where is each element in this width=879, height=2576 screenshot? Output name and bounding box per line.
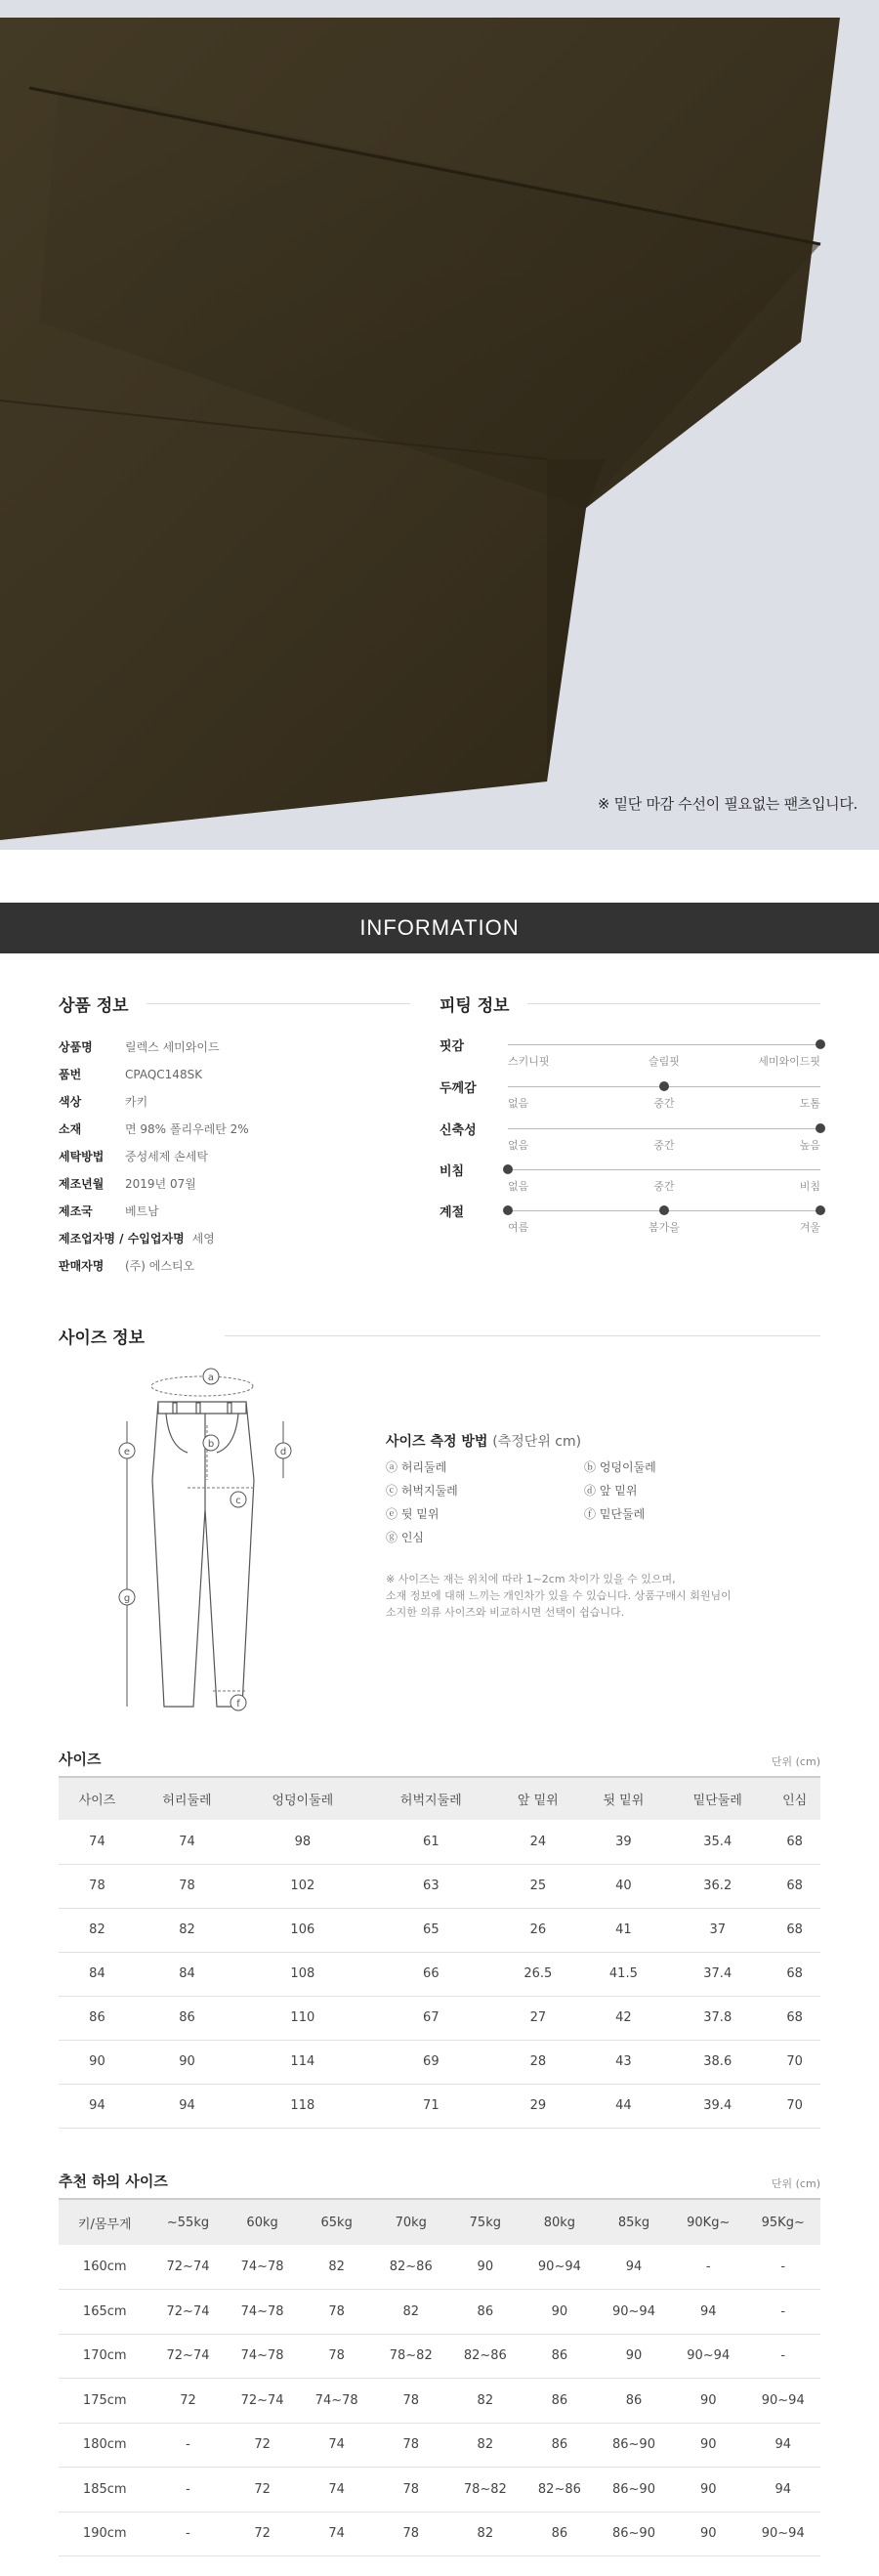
size-note: ※ 사이즈는 재는 위치에 따라 1~2cm 차이가 있을 수 있으며, 소재 정보에 대해 느끼는 개인차가 있을 수 있습니다. 상품구매시 회원님이 소지한 의류 사이즈와 비교하시면 선택이 쉽습니다. [386,1573,732,1619]
fitting-info-title: 피팅 정보 [440,996,510,1016]
table-row [59,2468,820,2513]
howto-item: ⓓ 앞 밑위 [584,1484,638,1498]
table-cell: 41 [581,1908,667,1952]
table-cell: 27 [495,1996,581,2040]
product-info-row [59,1065,202,1084]
fitting-label: 두께감 [440,1081,477,1096]
table-cell: 68 [769,1908,820,1952]
table-cell: 82~86 [523,2468,597,2513]
table-cell: 44 [581,2084,667,2128]
table-header-cell: 95Kg~ [745,2199,820,2245]
table-cell: 38.6 [666,2040,769,2084]
fitting-label: 비침 [440,1164,465,1179]
table-cell: 28 [495,2040,581,2084]
table-cell: 74~78 [226,2290,300,2335]
table-cell: 86 [597,2379,671,2424]
table-cell: 185cm [59,2468,150,2513]
table-cell: 35.4 [666,1820,769,1864]
table-row [59,1864,820,1908]
product-info-key: 색상 [59,1095,82,1109]
product-info-rule [146,1003,410,1004]
table-cell: 90 [136,2040,238,2084]
table-cell: 68 [769,1820,820,1864]
table-cell: 86 [448,2290,523,2335]
product-info-value: 카키 [125,1095,148,1109]
table-row [59,1820,820,1864]
table-cell: 68 [769,1864,820,1908]
fitting-marker-dot [503,1164,513,1174]
table-cell: 39.4 [666,2084,769,2128]
table-cell: 70 [769,2084,820,2128]
table-cell: 37 [666,1908,769,1952]
table-cell: 74 [300,2468,374,2513]
table-header-cell: 인심 [769,1777,820,1820]
table-row [59,1952,820,1996]
fitting-option-label: 중간 [653,1097,675,1110]
fitting-marker-dot [816,1039,825,1049]
table-cell: 86 [59,1996,136,2040]
table-row [59,2040,820,2084]
table-header-cell: 엉덩이둘레 [238,1777,366,1820]
table-cell: 41.5 [581,1952,667,1996]
table-cell: 98 [238,1820,366,1864]
table-cell: 86 [523,2334,597,2379]
table-cell: 72 [226,2468,300,2513]
table-cell: 118 [238,2084,366,2128]
product-info-key: 제조업자명 / 수입업자명 [59,1232,185,1246]
table-cell: 69 [367,2040,495,2084]
fitting-option-label: 봄가을 [649,1221,680,1234]
table-header-cell: 65kg [300,2199,374,2245]
product-info-key: 소재 [59,1122,82,1136]
table-cell: 86~90 [597,2423,671,2468]
fitting-option-label: 중간 [653,1139,675,1152]
product-info-value: 릴렉스 세미와이드 [125,1040,220,1054]
table-cell: 74 [136,1820,238,1864]
product-photo [0,0,879,850]
product-info-row [59,1229,215,1248]
table-row [59,2334,820,2379]
marker-c: c [235,1496,241,1506]
table-cell: 25 [495,1864,581,1908]
table-cell: - [745,2245,820,2290]
table-header-cell: 90Kg~ [671,2199,745,2245]
table-cell: 94 [597,2245,671,2290]
table-cell: 78 [374,2468,448,2513]
howto-title: 사이즈 측정 방법 (측정단위 cm) [386,1434,582,1450]
table-cell: 90 [597,2334,671,2379]
product-info-row [59,1092,147,1112]
recommend-table-unit: 단위 (cm) [771,2177,820,2190]
table-cell: - [745,2334,820,2379]
table-cell: 65 [367,1908,495,1952]
fitting-label: 핏감 [440,1039,465,1054]
table-cell: 78 [374,2423,448,2468]
table-cell: 170cm [59,2334,150,2379]
size-info-rule [225,1335,820,1336]
table-cell: 180cm [59,2423,150,2468]
table-cell: 102 [238,1864,366,1908]
table-cell: 78~82 [448,2468,523,2513]
table-cell: 66 [367,1952,495,1996]
table-cell: 78 [374,2379,448,2424]
table-cell: 110 [238,1996,366,2040]
table-header-cell: 60kg [226,2199,300,2245]
table-cell: 90~94 [597,2290,671,2335]
table-header-cell: 85kg [597,2199,671,2245]
table-cell: 86~90 [597,2512,671,2556]
table-cell: 86~90 [597,2468,671,2513]
product-info-row [59,1119,249,1139]
table-cell: 90 [671,2512,745,2556]
table-cell: 70 [769,2040,820,2084]
fitting-marker-dot [659,1081,669,1091]
table-cell: 26 [495,1908,581,1952]
fitting-marker-dot [503,1205,513,1215]
table-cell: 94 [59,2084,136,2128]
fitting-option-label: 도톰 [799,1097,820,1110]
table-cell: 78~82 [374,2334,448,2379]
marker-g: g [123,1593,131,1604]
table-row [59,2245,820,2290]
table-header-cell: 허리둘레 [136,1777,238,1820]
table-header-cell: ~55kg [150,2199,225,2245]
product-info-title: 상품 정보 [59,996,129,1016]
table-cell: 82 [136,1908,238,1952]
fitting-option-label: 스키니핏 [508,1055,550,1068]
table-cell: 74~78 [300,2379,374,2424]
table-cell: 94 [136,2084,238,2128]
information-bar: INFORMATION [0,903,879,953]
table-cell: - [150,2512,225,2556]
table-cell: 94 [671,2290,745,2335]
table-cell: 72~74 [150,2334,225,2379]
howto-item: ⓕ 밑단둘레 [584,1507,646,1521]
size-table-unit: 단위 (cm) [771,1755,820,1768]
table-cell: 74~78 [226,2334,300,2379]
marker-d: d [279,1447,287,1457]
product-info-key: 상품명 [59,1040,93,1054]
table-cell: 82 [448,2423,523,2468]
product-info-value: 2019년 07월 [125,1177,196,1191]
table-cell: 68 [769,1952,820,1996]
product-info-value: 면 98% 폴리우레탄 2% [125,1122,249,1136]
table-cell: 29 [495,2084,581,2128]
table-cell: 78 [374,2512,448,2556]
marker-e: e [123,1447,131,1457]
table-cell: - [745,2290,820,2335]
table-cell: 82 [300,2245,374,2290]
fitting-option-label: 없음 [508,1180,529,1193]
table-cell: 37.8 [666,1996,769,2040]
fitting-option-label: 없음 [508,1097,529,1110]
table-cell: 37.4 [666,1952,769,1996]
product-info-value: 베트남 [125,1204,159,1218]
product-info-key: 세탁방법 [59,1150,105,1163]
table-cell: 86 [523,2379,597,2424]
table-cell: 90~94 [745,2512,820,2556]
fitting-scale-line [508,1044,820,1045]
table-header-cell: 앞 밑위 [495,1777,581,1820]
size-table [59,1776,820,2129]
fitting-option-label: 중간 [653,1180,675,1193]
product-info-value: (주) 에스티오 [125,1259,195,1273]
table-cell: 42 [581,1996,667,2040]
table-cell: 24 [495,1820,581,1864]
table-cell: 82~86 [448,2334,523,2379]
table-cell: 90 [59,2040,136,2084]
table-cell: 36.2 [666,1864,769,1908]
table-cell: 94 [745,2423,820,2468]
table-cell: 78 [300,2290,374,2335]
table-cell: 74~78 [226,2245,300,2290]
table-row [59,2379,820,2424]
table-header-cell: 70kg [374,2199,448,2245]
table-cell: 72 [226,2512,300,2556]
table-cell: 72~74 [226,2379,300,2424]
table-cell: 86 [136,1996,238,2040]
product-info-value: 세영 [191,1232,215,1246]
table-cell: 72~74 [150,2245,225,2290]
size-info-title: 사이즈 정보 [59,1329,146,1348]
howto-item: ⓑ 엉덩이둘레 [584,1460,656,1474]
table-cell: - [150,2468,225,2513]
table-cell: 82~86 [374,2245,448,2290]
table-cell: 114 [238,2040,366,2084]
fitting-scale-line [508,1128,820,1129]
table-cell: 63 [367,1864,495,1908]
table-row [59,1996,820,2040]
table-cell: 39 [581,1820,667,1864]
fitting-marker-dot [659,1205,669,1215]
table-cell: 40 [581,1864,667,1908]
photo-note: ※ 밑단 마감 수선이 필요없는 팬츠입니다. [597,795,858,813]
product-info-key: 판매자명 [59,1259,105,1273]
recommend-table [59,2198,820,2556]
table-header-cell: 키/몸무게 [59,2199,150,2245]
pants-diagram [107,1363,303,1724]
table-row [59,2512,820,2556]
table-cell: 78 [59,1864,136,1908]
table-cell: 90~94 [671,2334,745,2379]
table-cell: 84 [136,1952,238,1996]
fitting-option-label: 슬림핏 [649,1055,680,1068]
fitting-option-label: 세미와이드핏 [758,1055,820,1068]
table-cell: 74 [300,2512,374,2556]
table-cell: 71 [367,2084,495,2128]
table-cell: 90 [671,2423,745,2468]
table-cell: 68 [769,1996,820,2040]
table-cell: 72 [150,2379,225,2424]
table-cell: 84 [59,1952,136,1996]
marker-f: f [236,1699,240,1710]
fitting-marker-dot [816,1123,825,1133]
table-cell: 94 [745,2468,820,2513]
fitting-option-label: 없음 [508,1139,529,1152]
table-cell: 43 [581,2040,667,2084]
product-info-row [59,1147,208,1166]
table-cell: 74 [59,1820,136,1864]
table-cell: 82 [374,2290,448,2335]
product-info-row [59,1202,159,1221]
table-header-cell: 80kg [523,2199,597,2245]
table-row [59,1908,820,1952]
table-cell: 165cm [59,2290,150,2335]
table-cell: 90~94 [523,2245,597,2290]
table-cell: - [671,2245,745,2290]
table-header-cell: 사이즈 [59,1777,136,1820]
fitting-label: 신축성 [440,1123,477,1138]
product-info-row [59,1256,194,1276]
marker-b: b [207,1439,215,1450]
howto-item: ⓔ 뒷 밑위 [386,1507,440,1521]
table-row [59,2290,820,2335]
product-info-row [59,1037,220,1057]
product-info-value: 중성세제 손세탁 [125,1150,208,1163]
product-info-key: 제조년월 [59,1177,105,1191]
fitting-scale-line [508,1169,820,1170]
fitting-option-label: 겨울 [799,1221,820,1234]
product-info-key: 품번 [59,1068,82,1081]
product-info-row [59,1174,196,1194]
size-table-title: 사이즈 [59,1751,102,1768]
table-cell: 175cm [59,2379,150,2424]
table-row [59,2423,820,2468]
product-info-key: 제조국 [59,1204,93,1218]
table-header-cell: 허벅지둘레 [367,1777,495,1820]
table-cell: 26.5 [495,1952,581,1996]
table-cell: 108 [238,1952,366,1996]
table-cell: 82 [59,1908,136,1952]
recommend-table-title: 추천 하의 사이즈 [59,2173,168,2190]
howto-item: ⓒ 허벅지둘레 [386,1484,458,1498]
table-cell: 90~94 [745,2379,820,2424]
product-info-value: CPAQC148SK [125,1068,203,1081]
table-row [59,2084,820,2128]
table-cell: 78 [300,2334,374,2379]
table-cell: 90 [523,2290,597,2335]
table-cell: 90 [671,2379,745,2424]
table-cell: 86 [523,2512,597,2556]
fitting-option-label: 높음 [799,1139,820,1152]
marker-a: a [207,1372,215,1383]
table-cell: 190cm [59,2512,150,2556]
table-cell: 86 [523,2423,597,2468]
fitting-option-label: 여름 [508,1221,529,1234]
table-cell: 78 [136,1864,238,1908]
table-cell: 67 [367,1996,495,2040]
howto-item: ⓐ 허리둘레 [386,1460,447,1474]
fitting-info-rule [527,1003,820,1004]
table-cell: 160cm [59,2245,150,2290]
fabric-illustration [0,0,879,850]
table-header-cell: 75kg [448,2199,523,2245]
fitting-marker-dot [816,1205,825,1215]
table-cell: 90 [671,2468,745,2513]
table-cell: 72~74 [150,2290,225,2335]
fitting-option-label: 비침 [799,1180,820,1193]
howto-item: ⓖ 인심 [386,1531,424,1544]
fitting-label: 계절 [440,1205,465,1220]
table-cell: 72 [226,2423,300,2468]
table-cell: 61 [367,1820,495,1864]
table-cell: 74 [300,2423,374,2468]
table-cell: 82 [448,2512,523,2556]
table-cell: - [150,2423,225,2468]
table-cell: 82 [448,2379,523,2424]
table-cell: 106 [238,1908,366,1952]
table-cell: 90 [448,2245,523,2290]
table-header-cell: 밑단둘레 [666,1777,769,1820]
table-header-cell: 뒷 밑위 [581,1777,667,1820]
